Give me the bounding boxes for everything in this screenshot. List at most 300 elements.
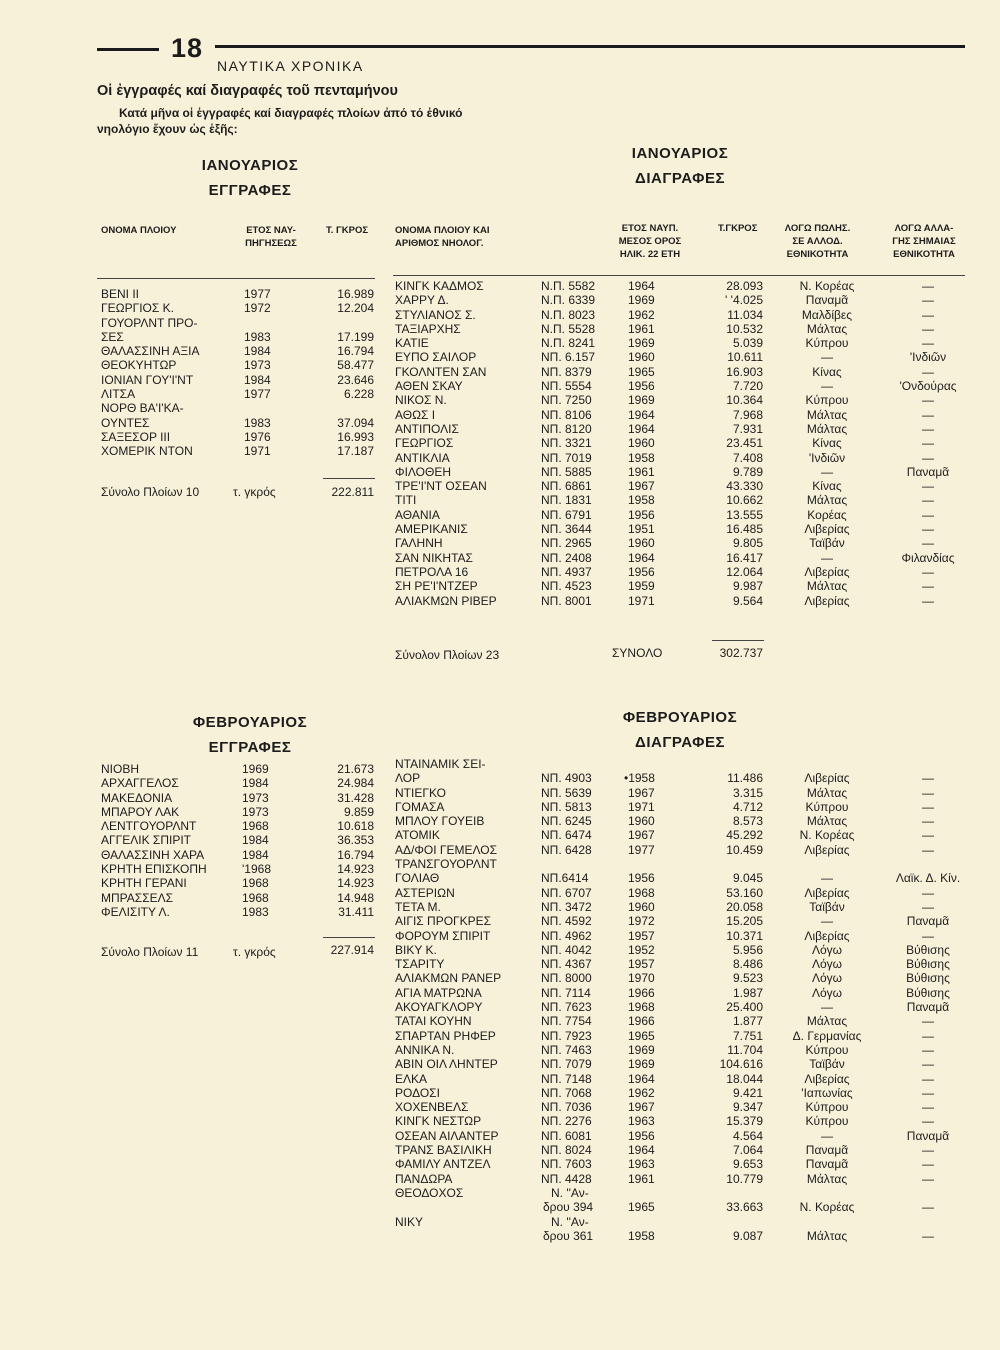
table-cell: — [922,293,934,308]
jan-del-total-gt: 302.737 [719,646,763,660]
table-cell: ΝΠ. 8024 [541,1143,592,1158]
table-cell [690,857,763,871]
table-row: ΤΡΑΝΣΓΟΥΟΡΛΝΤ [395,857,497,872]
jan-reg-col-year-2: ΠΗΓΗΣΕΩΣ [245,238,297,249]
table-cell: Ν. Κορέας [799,828,855,843]
jan-del-total-rule [712,640,764,641]
table-cell: Κίνας [812,436,842,451]
table-cell: 15.205 [726,914,763,929]
table-row: ΤΡΕ'Ι'ΝΤ ΟΣΕΑΝ [395,479,487,494]
table-cell: 1973 [244,358,271,373]
table-cell: 1969 [628,1042,655,1057]
table-row: ΑΝΝΙΚΑ Ν. [395,1042,455,1057]
table-cell: ΝΠ. 7068 [541,1085,592,1100]
table-cell: 1961 [628,464,655,479]
table-cell: Παναμᾶ [805,1143,849,1158]
table-cell: ΝΠ. 4962 [541,928,592,943]
table-cell: ΝΠ. 6474 [541,828,592,843]
table-row: ΜΠΑΡΟΥ ΛΑΚ [101,804,180,819]
feb-del-flag [878,757,978,1243]
table-cell: 14.923 [337,862,374,877]
table-cell: 18.044 [726,1071,763,1086]
table-cell: ΝΠ. 7114 [541,985,591,1000]
jan-del-col-flag-2: ΓΗΣ ΣΗΜΑΙΑΣ [892,236,956,247]
table-cell: 36.353 [337,833,374,848]
jan-reg-month: ΙΑΝΟΥΑΡΙΟΣ [201,157,299,174]
table-cell: 1957 [628,928,655,943]
table-row: ΝΤΑΙΝΑΜΙΚ ΣΕΙ- [395,757,486,771]
table-cell: δρου 361 [543,1228,594,1243]
table-cell: ΝΠ. 2276 [541,1114,592,1129]
table-cell: — [922,885,934,900]
jan-del-month: ΙΑΝΟΥΑΡΙΟΣ [631,145,729,162]
table-cell [690,757,763,771]
jan-del-col-year-1: ΕΤΟΣ ΝΑΥΠ. [621,223,679,234]
table-cell: Βύθισης [906,957,950,972]
table-row: ΑΘΕΝ ΣΚΑΥ [395,379,463,394]
jan-del-col-year-3: ΗΛΙΚ. 22 ΕΤΗ [619,249,681,260]
table-cell: — [922,1114,934,1129]
feb-del-heading [530,705,830,755]
jan-del-col-flag-1: ΛΟΓΩ ΑΛΛΑ- [894,223,954,234]
jan-del-col-sale-3: ΕΘΝΙΚΟΤΗΤΑ [786,249,849,260]
table-cell: 1959 [628,579,655,594]
table-cell: ΝΠ. 7019 [541,450,592,465]
table-cell: 7.931 [732,421,763,436]
table-cell: 1967 [628,785,655,800]
table-cell: 1958 [628,1228,655,1243]
table-cell: — [922,828,934,843]
table-cell: 10.532 [726,321,763,336]
table-cell: Ν.Π. 6339 [541,293,596,308]
table-cell: ΝΠ. 8379 [541,364,592,379]
table-cell: 9.045 [732,871,763,886]
table-row: ΜΑΚΕΔΟΝΙΑ [101,790,173,805]
table-cell: 25.400 [726,1000,763,1015]
table-cell: 33.663 [726,1200,763,1215]
table-row: ΑΓΙΑ ΜΑΤΡΩΝΑ [395,985,482,1000]
table-row: ΜΠΛΟΥ ΓΟΥΕΙΒ [395,814,485,829]
table-cell: 17.187 [337,444,374,459]
table-cell: Λιβερίας [804,842,850,857]
table-cell: Μάλτας [806,421,848,436]
table-cell: — [922,1100,934,1115]
feb-reg-total-gt-label: τ. γκρός [233,945,276,959]
table-cell: — [821,1000,833,1015]
table-cell: 5.956 [732,942,763,957]
table-cell: 8.573 [732,814,763,829]
table-cell [772,857,882,871]
table-cell: 14.923 [337,876,374,891]
table-row: ΑΘΑΝΙΑ [395,507,440,522]
table-cell: — [922,771,934,786]
jan-del-heading [530,141,830,191]
table-cell: 10.371 [726,928,763,943]
table-cell: Ν. Κορέας [799,1200,855,1215]
table-cell: 45.292 [726,828,763,843]
table-cell [541,757,593,771]
table-cell: 43.330 [726,479,763,494]
table-row: ΤΕΤΑ Μ. [395,899,441,914]
table-cell: ΝΠ. 7923 [541,1028,592,1043]
jan-reg-col-gt: Τ. ΓΚΡΟΣ [326,225,369,236]
table-cell: 1.987 [732,985,763,1000]
table-cell: 10.611 [727,350,763,365]
table-cell: 1956 [628,871,655,886]
table-cell: Ταϊβάν [809,1057,845,1072]
table-cell: ΝΠ. 4592 [541,914,592,929]
table-cell: 1960 [628,350,655,365]
table-cell: 1983 [242,904,269,919]
feb-del-kind: ΔΙΑΓΡΑΦΕΣ [635,734,725,751]
jan-reg-col-year [226,224,316,250]
table-cell [878,1186,978,1200]
table-row: ΑΤΟΜΙΚ [395,828,440,843]
table-cell: 7.751 [732,1028,763,1043]
feb-reg-heading [100,710,400,760]
table-row: ΝΤΙΕΓΚΟ [395,785,446,800]
table-cell: Λαϊκ. Δ. Κίν. [895,871,961,886]
table-cell: 3.315 [732,785,763,800]
table-cell: 1965 [628,364,655,379]
table-cell: — [922,1057,934,1072]
table-cell: 1960 [628,899,655,914]
table-cell: ΝΠ. 7250 [541,393,592,408]
table-cell: 1969 [628,393,655,408]
table-cell: ΝΠ. 4042 [541,942,592,957]
table-cell: Παναμᾶ [906,1128,950,1143]
table-cell: — [922,899,934,914]
table-cell: Μάλτας [806,785,848,800]
table-cell: 1968 [628,1000,655,1015]
table-row: ΑΙΓΙΣ ΠΡΟΓΚΡΕΣ [395,914,492,929]
table-cell: 4.712 [732,799,763,814]
jan-del-header-rule [393,275,965,276]
table-cell: 1956 [628,1128,655,1143]
table-cell: ΝΠ. 7623 [541,1000,592,1015]
table-cell: 9.347 [732,1100,763,1115]
table-cell: 1984 [244,372,271,387]
table-cell: 1964 [628,407,655,422]
table-cell: Κύπρου [805,393,849,408]
table-cell: ΝΠ. 6081 [541,1128,592,1143]
table-cell: 31.411 [338,904,374,919]
table-row: ΣΑΞΕΣΟΡ ΙΙΙ [101,429,171,444]
table-cell: 28.093 [726,279,763,293]
table-row: ΑΝΤΙΚΛΙΑ [395,450,450,465]
table-cell: — [922,1028,934,1043]
table-row: ΣΠΑΡΤΑΝ ΡΗΦΕΡ [395,1028,496,1043]
table-cell: 1958 [628,450,655,465]
table-cell: 16.485 [726,522,763,537]
table-cell: 1966 [628,1014,655,1029]
table-row: ΤΡΑΝΣ ΒΑΣΙΛΙΚΗ [395,1143,492,1158]
table-cell: ΝΠ. 7603 [541,1157,592,1172]
table-cell [878,857,978,871]
header-rule-left [97,48,159,51]
table-cell: 12.204 [337,301,374,316]
table-cell: 1956 [628,507,655,522]
table-cell: ΝΠ. 6.157 [541,350,596,365]
table-row: ΤΙΤΙ [395,493,417,508]
table-cell: Ν.Π. 8241 [541,336,596,351]
table-cell: 23.451 [726,436,763,451]
table-cell: Κύπρου [805,336,849,351]
table-row: ΛΙΤΣΑ [101,387,136,402]
jan-del-total-word: ΣΥΝΟΛΟ [612,646,663,660]
table-cell: Κορέας [807,507,847,522]
table-row: ΚΑΤΙΕ [395,336,429,351]
jan-reg-col-name: ΟΝΟΜΑ ΠΛΟΙΟΥ [101,225,177,236]
table-cell: 7.720 [732,379,763,394]
table-cell: ΝΠ. 5554 [541,379,592,394]
table-cell: — [922,364,934,379]
table-cell: 1972 [244,301,271,316]
jan-reg-total-rule [323,478,375,479]
jan-reg-total-gt: 222.811 [331,485,374,499]
table-row: ΧΟΜΕΡΙΚ ΝΤΟΝ [101,444,193,459]
table-cell: ΝΠ. 6791 [541,507,592,522]
table-cell: Δ. Γερμανίας [792,1028,862,1043]
table-row [395,1229,501,1243]
table-cell: Λιβερίας [804,593,850,608]
table-cell: 7.064 [732,1143,763,1158]
table-cell: 1972 [628,914,655,929]
table-cell: — [922,479,934,494]
table-cell: ΝΠ. 4428 [541,1171,592,1186]
table-cell: ΝΠ. 3472 [541,899,592,914]
table-cell: Λιβερίας [804,564,850,579]
table-cell: 13.555 [726,507,763,522]
feb-del-regs [541,757,593,1243]
table-cell: — [922,1143,934,1158]
jan-reg-total-label: Σύνολο Πλοίων 10 [101,485,200,499]
table-cell: 10.618 [337,819,374,834]
table-cell: 9.087 [732,1228,763,1243]
table-cell: Μάλτας [806,814,848,829]
table-cell: Ν. ''Αν- [551,1185,589,1200]
table-cell: — [922,564,934,579]
table-row: ΓΑΛΗΝΗ [395,536,443,551]
table-row: ΘΕΟΔΟΧΟΣ [395,1185,464,1200]
table-row: ΕΥΠΟ ΣΑΙΛΟΡ [395,350,477,365]
table-cell: Κίνας [812,479,842,494]
table-cell: '1968 [242,862,271,877]
table-cell: 1984 [242,776,269,791]
table-cell: 1969 [242,762,269,776]
table-row: ΝΙΚΥ [395,1214,424,1229]
table-row: ΣΑΝ ΝΙΚΗΤΑΣ [395,550,473,565]
table-cell: 1963 [628,1157,655,1172]
table-cell: 9.859 [343,804,374,819]
table-cell [244,316,271,330]
table-cell: 1961 [628,321,655,336]
table-cell: 10.662 [726,493,763,508]
table-cell: Μάλτας [806,1228,848,1243]
table-cell: 9.421 [732,1085,763,1100]
table-row: ΚΡΗΤΗ ΓΕΡΑΝΙ [101,876,187,891]
table-cell: ΝΠ. 4937 [541,564,592,579]
table-cell: 15.379 [726,1114,763,1129]
table-row: ΓΚΟΛΝΤΕΝ ΣΑΝ [395,364,487,379]
table-cell: Βύθισης [906,971,950,986]
table-cell: — [922,493,934,508]
table-cell: 1.877 [732,1014,763,1029]
table-cell [628,1215,655,1229]
jan-del-col-name-2: ΑΡΙΘΜΟΣ ΝΗΟΛΟΓ. [395,238,484,249]
table-cell: — [821,914,833,929]
table-cell: 1971 [244,444,271,459]
table-cell: 16.794 [337,344,374,359]
table-cell: 17.199 [337,329,374,344]
table-cell: Μάλτας [806,493,848,508]
table-cell: 10.459 [726,842,763,857]
table-row: ΓΟΜΑΣΑ [395,799,445,814]
table-row: ΦΕΛΙΣΙΤΥ Λ. [101,904,170,919]
table-row: ΣΕΣ [101,329,124,344]
table-cell: 1968 [242,819,269,834]
article-title: Οἱ ἐγγραφές καί διαγραφές τοῦ πενταμήνου [97,83,398,99]
table-cell [878,757,978,771]
table-cell: — [821,464,833,479]
table-cell: Κύπρου [805,1042,849,1057]
table-cell: 1973 [242,804,269,819]
table-cell: 1983 [244,329,271,344]
table-row: ΟΣΕΑΝ ΑΙΛΑΝΤΕΡ [395,1128,499,1143]
table-cell: 1969 [628,293,655,308]
table-cell: Παναμᾶ [906,1000,950,1015]
table-cell: 9.523 [732,971,763,986]
table-cell: ΝΠ. 8120 [541,421,592,436]
table-cell: Ν. ''Αν- [551,1214,589,1229]
table-cell: — [922,407,934,422]
table-cell: 14.948 [337,890,374,905]
table-cell: — [922,522,934,537]
jan-del-col-name-1: ΟΝΟΜΑ ΠΛΟΙΟΥ ΚΑΙ [395,225,490,236]
table-cell: 31.428 [337,790,374,805]
jan-del-col-gt: Τ.ΓΚΡΟΣ [718,223,758,234]
table-row: ΠΑΝΔΩΡΑ [395,1171,453,1186]
table-cell: Ταϊβάν [809,899,845,914]
table-cell: 1956 [628,564,655,579]
feb-reg-total-rule [323,937,375,938]
table-row: ΑΘΩΣ Ι [395,407,436,422]
table-row: ΓΟΥΟΡΛΝΤ ΠΡΟ- [101,315,198,330]
table-cell: 1961 [628,1171,655,1186]
table-cell: 1952 [628,942,655,957]
table-cell: 20.058 [726,899,763,914]
table-cell: Κύπρου [805,1114,849,1129]
jan-del-col-sale-1: ΛΟΓΩ ΠΩΛΗΣ. [784,223,851,234]
table-cell: 1984 [244,344,271,359]
feb-reg-kind: ΕΓΓΡΑΦΕΣ [208,739,292,756]
feb-del-names [395,757,501,1243]
jan-del-sale [772,279,882,608]
table-cell: 1967 [628,479,655,494]
table-cell: ΝΠ. 2965 [541,536,592,551]
table-cell: 1963 [628,1114,655,1129]
table-row: ΑΝΤΙΠΟΛΙΣ [395,421,459,436]
jan-reg-total-gt-label: τ. γκρός [233,485,276,499]
table-cell: Ν. Κορέας [799,279,855,293]
table-cell: Λιβερίας [804,885,850,900]
table-cell: 1971 [628,593,655,608]
table-cell: 1960 [628,436,655,451]
table-cell: ΝΠ. 5885 [541,464,592,479]
jan-reg-gt [304,287,374,459]
table-row: ΕΛΚΑ [395,1071,428,1086]
table-cell [628,757,655,771]
table-cell: Κύπρου [805,1100,849,1115]
table-cell: — [922,579,934,594]
table-cell: 1977 [244,287,271,301]
table-cell: 4.564 [732,1128,763,1143]
table-cell: Μάλτας [806,1171,848,1186]
table-row: ΑΣΤΕΡΙΩΝ [395,885,455,900]
table-cell: 1960 [628,814,655,829]
table-cell: — [821,871,833,886]
feb-reg-month: ΦΕΒΡΟΥΑΡΙΟΣ [192,714,308,731]
table-cell: ΝΠ. 8001 [541,593,592,608]
table-cell: Μάλτας [806,579,848,594]
table-cell: — [922,1157,934,1172]
table-cell: 1965 [628,1028,655,1043]
table-cell: 10.364 [726,393,763,408]
table-row: ΝΙΚΟΣ Ν. [395,393,447,408]
table-cell: 1964 [628,1143,655,1158]
feb-reg-total-gt: 227.914 [330,943,374,957]
table-cell: ΝΠ. 8000 [541,971,592,986]
table-cell: Λόγω [811,957,843,972]
table-row: ΤΑΤΑΙ ΚΟΥΗΝ [395,1014,472,1029]
jan-del-col-sale-2: ΣΕ ΑΛΛΟΔ. [792,236,843,247]
table-cell: ΝΠ. 7148 [541,1071,592,1086]
intro-line-2: νηολόγιο ἔχουν ὡς ἑξῆς: [97,122,238,136]
table-cell: δρου 394 [543,1200,594,1215]
table-cell: — [821,350,833,365]
table-cell: Κύπρου [805,799,849,814]
table-cell: — [922,1071,934,1086]
jan-del-years [628,279,655,608]
table-row: ΣΗ ΡΕ'Ι'ΝΤΖΕΡ [395,579,478,594]
table-row: ΠΕΤΡΟΛΑ 16 [395,564,469,579]
table-cell: Βύθισης [906,985,950,1000]
table-cell: 11.486 [727,771,763,786]
table-cell: 1967 [628,828,655,843]
table-cell: ΝΠ. 7754 [541,1014,592,1029]
table-cell [772,1215,882,1229]
table-cell: 1960 [628,536,655,551]
table-cell: — [922,321,934,336]
table-cell: Ν.Π. 8023 [541,307,596,322]
table-row: ΝΟΡΘ ΒΑ'Ι'ΚΑ- [101,401,184,416]
jan-del-total-label: Σύνολον Πλοίων 23 [395,648,500,662]
table-cell: — [922,1200,934,1215]
table-row: ΝΙΟΒΗ [101,762,140,776]
table-cell [690,1215,763,1229]
table-cell [628,1186,655,1200]
table-cell: 1951 [628,522,655,537]
table-row: ΤΑΞΙΑΡΧΗΣ [395,321,461,336]
jan-del-kind: ΔΙΑΓΡΑΦΕΣ [635,170,725,187]
table-cell: — [922,1042,934,1057]
jan-reg-names [101,287,199,459]
table-cell: •1958 [624,771,655,786]
table-cell: 9.564 [732,593,763,608]
table-cell: Παναμᾶ [906,914,950,929]
feb-del-sale [772,757,882,1243]
table-cell: 11.034 [727,307,763,322]
